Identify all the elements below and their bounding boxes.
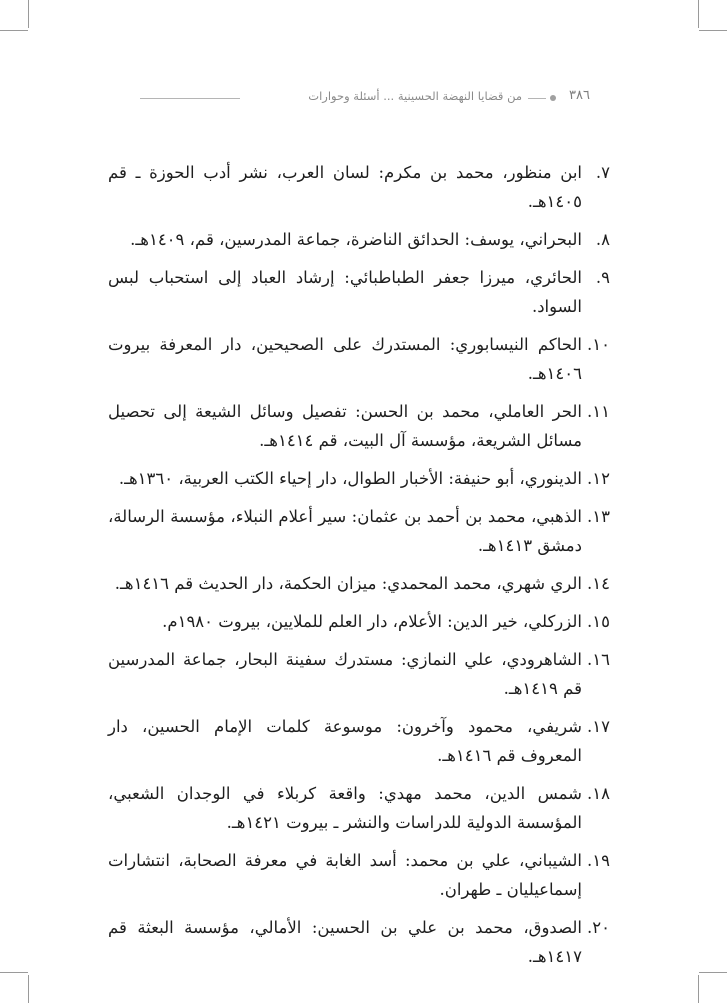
reference-number: ١٣. — [587, 507, 610, 526]
reference-number: ١١. — [587, 402, 610, 421]
reference-text: الحاكم النيسابوري: المستدرك على الصحيحين، دار المعرفة بيروت ١٤٠٦هـ. — [108, 335, 582, 383]
reference-item — [108, 263, 610, 321]
reference-number: ١٠. — [587, 335, 610, 354]
reference-item — [108, 712, 610, 770]
crop-mark — [28, 975, 29, 1003]
reference-number: ١٦. — [587, 650, 610, 669]
reference-item — [108, 645, 610, 703]
page-header — [140, 86, 590, 110]
reference-number: ٩. — [595, 268, 610, 287]
crop-mark — [28, 0, 29, 28]
crop-mark — [698, 975, 699, 1003]
reference-item — [108, 569, 610, 598]
reference-number: ٢٠. — [587, 918, 610, 937]
reference-text: الحر العاملي، محمد بن الحسن: تفصيل وسائل الشيعة إلى تحصيل مسائل الشريعة، مؤسسة آل البيت، قم ١٤١٤هـ. — [108, 402, 582, 450]
crop-mark — [0, 972, 28, 973]
reference-text: ابن منظور، محمد بن مكرم: لسان العرب، نشر أدب الحوزة ـ قم ١٤٠٥هـ. — [108, 163, 582, 211]
reference-text: الصدوق، محمد بن علي بن الحسين: الأمالي، مؤسسة البعثة قم ١٤١٧هـ. — [108, 918, 582, 966]
reference-number: ١٢. — [587, 469, 610, 488]
reference-number: ٧. — [595, 163, 610, 182]
crop-mark — [698, 0, 699, 28]
header-rule — [140, 98, 240, 99]
reference-text: الشيباني، علي بن محمد: أسد الغابة في معرفة الصحابة، انتشارات إسماعيليان ـ طهران. — [108, 851, 582, 899]
page-number: ٣٨٦ — [569, 88, 590, 103]
reference-item — [108, 607, 610, 636]
header-rule — [528, 98, 546, 99]
reference-number: ١٩. — [587, 851, 610, 870]
reference-item — [108, 779, 610, 837]
reference-item — [108, 846, 610, 904]
reference-text: شريفي، محمود وآخرون: موسوعة كلمات الإمام الحسين، دار المعروف قم ١٤١٦هـ. — [108, 717, 582, 765]
reference-text: البحراني، يوسف: الحدائق الناضرة، جماعة المدرسين، قم، ١٤٠٩هـ. — [130, 230, 582, 249]
reference-text: الشاهرودي، علي النمازي: مستدرك سفينة البحار، جماعة المدرسين قم ١٤١٩هـ. — [108, 650, 582, 698]
reference-text: الزركلي، خير الدين: الأعلام، دار العلم للملايين، بيروت ١٩٨٠م. — [162, 612, 582, 631]
reference-text: الحائري، ميرزا جعفر الطباطبائي: إرشاد العباد إلى استحباب لبس السواد. — [108, 268, 582, 316]
running-title: من قضايا النهضة الحسينية ... أسئلة وحوارات — [308, 89, 522, 103]
reference-text: شمس الدين، محمد مهدي: واقعة كربلاء في الوجدان الشعبي، المؤسسة الدولية للدراسات والنشر ـ بيروت ١٤٢١هـ. — [108, 784, 582, 832]
reference-number: ١٤. — [587, 574, 610, 593]
crop-mark — [0, 30, 28, 31]
reference-number: ١٥. — [587, 612, 610, 631]
reference-item — [108, 330, 610, 388]
reference-item — [108, 397, 610, 455]
reference-text: الدينوري، أبو حنيفة: الأخبار الطوال، دار إحياء الكتب العربية، ١٣٦٠هـ. — [118, 469, 582, 488]
reference-item — [108, 502, 610, 560]
reference-number: ١٨. — [587, 784, 610, 803]
reference-item — [108, 913, 610, 971]
reference-item — [108, 158, 610, 216]
reference-number: ٨. — [595, 230, 610, 249]
reference-item — [108, 225, 610, 254]
reference-text: الري شهري، محمد المحمدي: ميزان الحكمة، دار الحديث قم ١٤١٦هـ. — [114, 574, 582, 593]
crop-mark — [699, 30, 727, 31]
header-dot-ornament — [550, 95, 556, 101]
crop-mark — [699, 972, 727, 973]
reference-number: ١٧. — [587, 717, 610, 736]
reference-text: الذهبي، محمد بن أحمد بن عثمان: سير أعلام النبلاء، مؤسسة الرسالة، دمشق ١٤١٣هـ. — [108, 507, 582, 555]
reference-list — [108, 158, 610, 980]
reference-item — [108, 464, 610, 493]
